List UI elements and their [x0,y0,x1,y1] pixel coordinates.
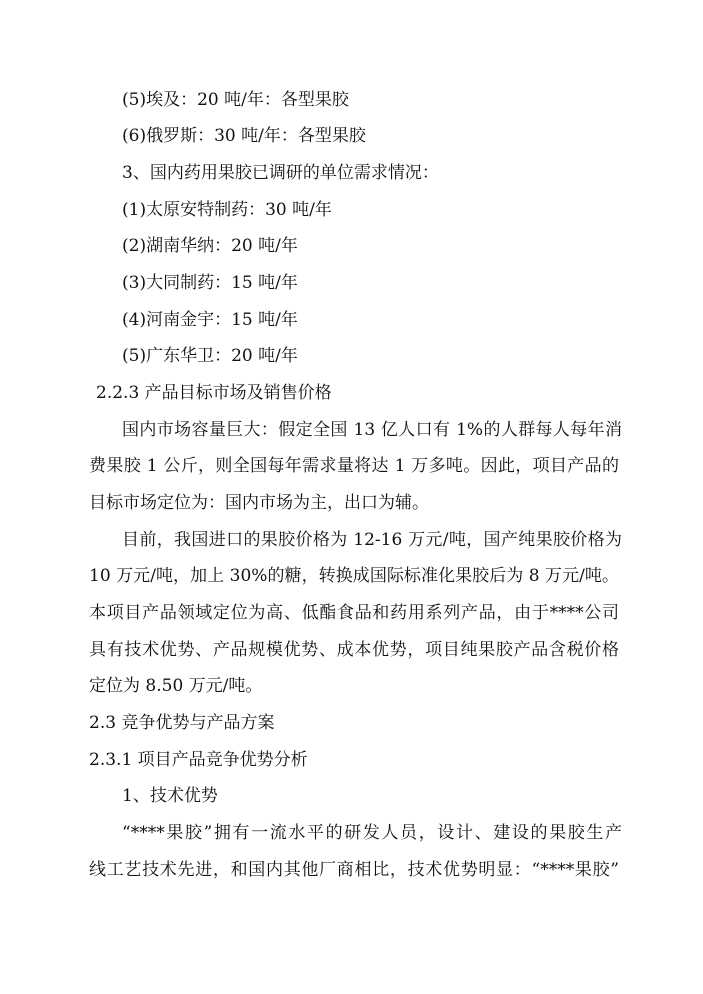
tech-paragraph-line-1: “****果胶”拥有一流水平的研发人员，设计、建设的果胶生产 [122,823,622,843]
section-heading-2-3-1: 2.3.1 项目产品竞争优势分析 [89,750,308,770]
market-paragraph-line-2: 费果胶 1 公斤，则全国每年需求量将达 1 万多吨。因此，项目产品的 [89,456,619,476]
price-paragraph-line-3: 本项目产品领域定位为高、低酯食品和药用系列产品，由于****公司 [89,603,619,623]
price-paragraph-line-4: 具有技术优势、产品规模优势、成本优势，项目纯果胶产品含税价格 [89,640,619,660]
market-paragraph-line-1: 国内市场容量巨大：假定全国 13 亿人口有 1%的人群每人每年消 [122,420,622,440]
demand-item-hunan: (2)湖南华纳：20 吨/年 [122,236,298,256]
export-item-russia: (6)俄罗斯：30 吨/年：各型果胶 [122,126,366,146]
demand-item-taiyuan: (1)太原安特制药：30 吨/年 [122,200,332,220]
export-item-egypt: (5)埃及：20 吨/年：各型果胶 [122,90,349,110]
domestic-demand-heading: 3、国内药用果胶已调研的单位需求情况： [122,163,439,183]
demand-item-henan: (4)河南金宇：15 吨/年 [122,310,298,330]
price-paragraph-line-2: 10 万元/吨，加上 30%的糖，转换成国际标准化果胶后为 8 万元/吨。 [89,566,619,586]
tech-paragraph-line-2: 线工艺技术先进，和国内其他厂商相比，技术优势明显：“****果胶” [89,860,619,880]
market-paragraph-line-3: 目标市场定位为：国内市场为主，出口为辅。 [89,493,429,513]
demand-item-datong: (3)大同制药：15 吨/年 [122,273,298,293]
tech-advantage-heading: 1、技术优势 [122,786,218,806]
demand-item-guangdong: (5)广东华卫：20 吨/年 [122,346,298,366]
price-paragraph-line-1: 目前，我国进口的果胶价格为 12-16 万元/吨，国产纯果胶价格为 [122,530,622,550]
price-paragraph-line-5: 定位为 8.50 万元/吨。 [89,676,263,696]
section-heading-2-3: 2.3 竞争优势与产品方案 [89,713,275,733]
section-heading-2-2-3: 2.2.3 产品目标市场及销售价格 [96,383,332,403]
